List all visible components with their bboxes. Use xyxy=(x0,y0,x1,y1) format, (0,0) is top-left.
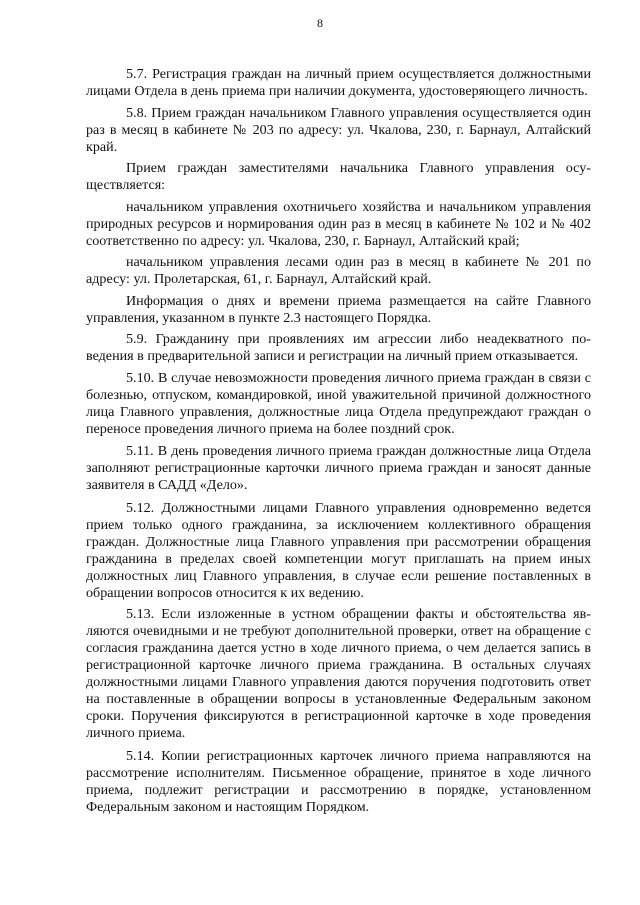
paragraph-5-10: 5.10. В случае невозможности проведения личного приема граждан в связи с болезнью, отпуском, командировкой, иной уважительной причиной должностного лица Главного управления, должностные лица Отдела предупреждают граждан о переносе проведения личного приема на более поздний срок. xyxy=(86,369,591,437)
paragraph-forest-department: начальником управления лесами один раз в месяц в кабинете № 201 по адресу: ул. Пролетарская, 61, г. Барнаул, Алтайский край. xyxy=(86,254,591,287)
paragraph-schedule-info: Информация о днях и времени приема размещается на сайте Главного управления, указанном в пункте 2.3 настоящего Порядка. xyxy=(86,292,591,326)
document-body xyxy=(86,66,591,820)
paragraph-5-13: 5.13. Если изложенные в устном обращении факты и обстоятельства являются очевидными и не требуют дополнительной проверки, ответ на обращение с согласия гражданина дается устно в ходе личного приема, о чем делается запись в регистрационной карточке личного приема гражданина. В остальных случаях должностными лицами Главного управления даются поручения подготовить ответ на поставленные в обращении вопросы в установленные Федеральным законом сроки. Поручения фиксируются в регистрационной карточке в ходе проведения личного приема. xyxy=(86,606,591,741)
paragraph-5-14: 5.14. Копии регистрационных карточек личного приема направляются на рассмотрение исполнителям. Письменное обращение, принятое в ходе личного приема, подлежит регистрации и рассмотрению в порядке, установленном Федеральным законом и настоящим Порядком. xyxy=(86,747,591,815)
paragraph-5-12: 5.12. Должностными лицами Главного управления одновременно ведется прием только одного гражданина, за исключением коллективного обращения граждан. Должностные лица Главного управления при рассмотрении обращения гражданина в пределах своей компетенции могут приглашать на прием иных должностных лиц Главного управления, в случае если решение поставленных в обращении вопросов относится к их ведению. xyxy=(86,499,591,601)
page-number: 8 xyxy=(317,16,323,30)
paragraph-5-8: 5.8. Прием граждан начальником Главного управления осуществляется один раз в месяц в кабинете № 203 по адресу: ул. Чкалова, 230, г. Барнаул, Алтайский край. xyxy=(86,104,591,155)
paragraph-5-11: 5.11. В день проведения личного приема граждан должностные лица Отдела заполняют регистрационные карточки личного приема граждан и заносят данные заявителя в САДД «Дело». xyxy=(86,443,591,493)
paragraph-hunting-department: начальником управления охотничьего хозяйства и начальником управления природных ресурсов и нормирования один раз в месяц в кабинете № 102 и № 402 соответственно по адресу: ул. Чкалова, 230, г. Барнаул, Алтайский край; xyxy=(86,198,591,249)
paragraph-5-9: 5.9. Гражданину при проявлениях им агрессии либо неадекватного поведения в предварительной записи и регистрации на личный прием отказывается. xyxy=(86,331,591,364)
paragraph-deputies-intro: Прием граждан заместителями начальника Главного управления осуществляется: xyxy=(86,160,591,193)
paragraph-5-7: 5.7. Регистрация граждан на личный прием осуществляется должностными лицами Отдела в день приема при наличии документа, удостоверяющего личность. xyxy=(86,66,591,99)
